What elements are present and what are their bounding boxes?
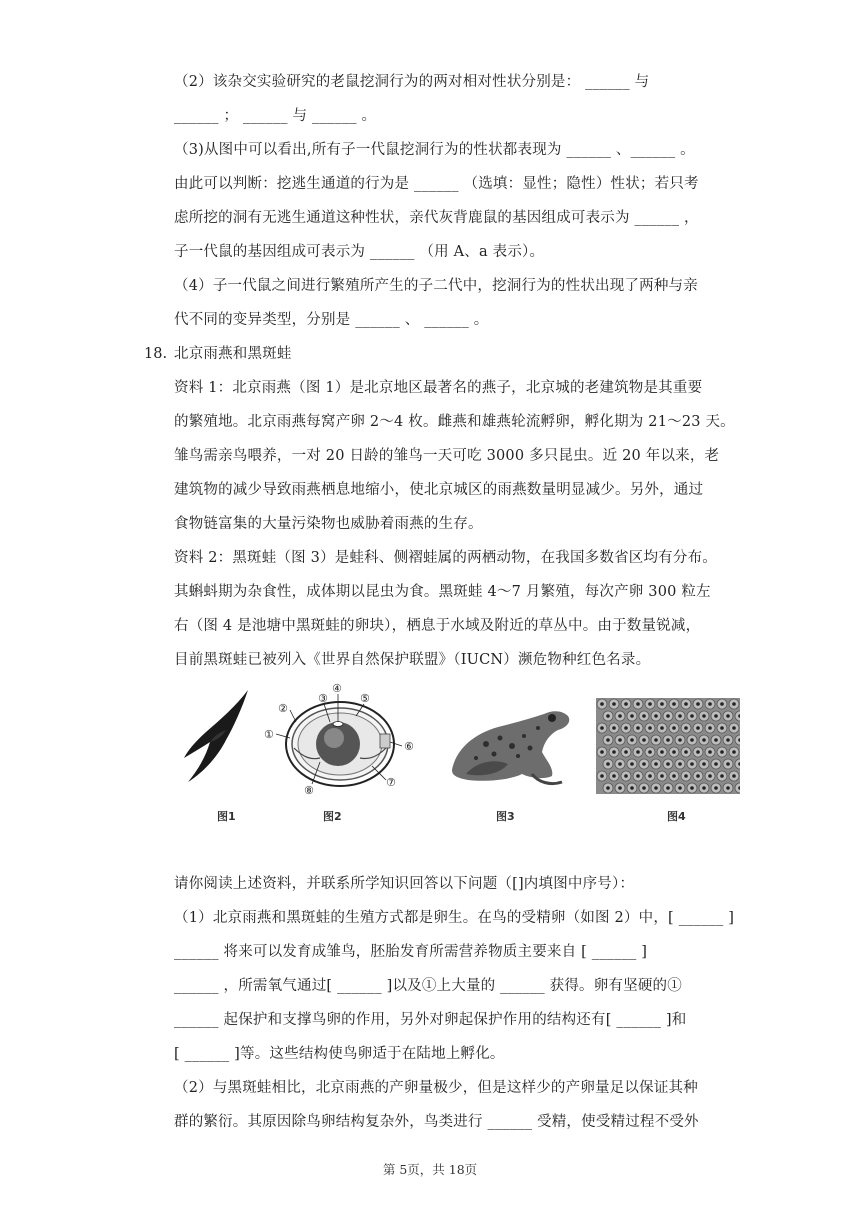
material1-line-2: 的繁殖地。北京雨燕每窝产卵 2～4 枚。雌燕和雄燕轮流孵卵，孵化期为 21～23 天。 bbox=[174, 414, 735, 430]
q3-line-2: 由此可以判断：挖逃生通道的行为是 ______ （选填：显性；隐性）性状；若只考 bbox=[174, 176, 699, 192]
q2b-line-2: 群的繁衍。其原因除鸟卵结构复杂外，鸟类进行 ______ 受精，使受精过程不受外 bbox=[174, 1114, 699, 1130]
egg-label-6: ⑥ bbox=[404, 740, 414, 753]
egg-label-4: ④ bbox=[332, 682, 342, 695]
material2-line-2: 其蝌蚪期为杂食性，成体期以昆虫为食。黑斑蛙 4～7 月繁殖，每次产卵 300 粒左 bbox=[174, 584, 711, 600]
egg-label-3: ③ bbox=[318, 692, 328, 705]
figure-4-label: 图4 bbox=[667, 810, 686, 823]
page-footer: 第 5页，共 18页 bbox=[382, 1162, 478, 1177]
figure-row bbox=[180, 676, 740, 826]
material2-line-1: 资料 2：黑斑蛙（图 3）是蛙科、侧褶蛙属的两栖动物，在我国多数省区均有分布。 bbox=[174, 550, 717, 566]
material2-line-4: 目前黑斑蛙已被列入《世界自然保护联盟》（IUCN）濒危物种红色名录。 bbox=[174, 652, 651, 668]
figure-3-label: 图3 bbox=[496, 810, 515, 823]
q1-line-3: ______ ，所需氧气通过[ ______ ]以及①上大量的 ______ 获得。卵有坚硬的① bbox=[174, 978, 682, 994]
q4-line-2: 代不同的变异类型，分别是 ______ 、 ______ 。 bbox=[174, 312, 489, 328]
q3-line-3: 虑所挖的洞有无逃生通道这种性状，亲代灰背鹿鼠的基因组成可表示为 ______ ， bbox=[174, 210, 699, 226]
egg-label-5: ⑤ bbox=[360, 692, 370, 705]
egg-diagram bbox=[264, 678, 424, 796]
question-title: 北京雨燕和黑斑蛙 bbox=[174, 346, 292, 362]
egg-label-1: ① bbox=[264, 728, 274, 741]
q1-line-1: （1）北京雨燕和黑斑蛙的生殖方式都是卵生。在鸟的受精卵（如图 2）中，[ ______ ] bbox=[174, 910, 735, 926]
instruction-line: 请你阅读上述资料，并联系所学知识回答以下问题（[]内填图中序号）： bbox=[174, 876, 635, 892]
egg-label-8: ⑧ bbox=[304, 784, 314, 796]
q1-line-4: ______ 起保护和支撑鸟卵的作用，另外对卵起保护作用的结构还有[ ______ ]和 bbox=[174, 1012, 687, 1028]
swift-figure bbox=[180, 686, 260, 786]
material2-line-3: 右（图 4 是池塘中黑斑蛙的卵块），栖息于水域及附近的草丛中。由于数量锐减， bbox=[174, 618, 701, 634]
material1-line-1: 资料 1：北京雨燕（图 1）是北京地区最著名的燕子，北京城的老建筑物是其重要 bbox=[174, 380, 703, 396]
question-number: 18. bbox=[144, 346, 168, 362]
figure-2-label: 图2 bbox=[323, 810, 342, 823]
q1-line-5: [ ______ ]等。这些结构使鸟卵适于在陆地上孵化。 bbox=[174, 1046, 505, 1062]
egg-label-2: ② bbox=[278, 702, 288, 715]
material1-line-5: 食物链富集的大量污染物也威胁着雨燕的生存。 bbox=[174, 516, 483, 532]
material1-line-3: 雏鸟需亲鸟喂养，一对 20 日龄的雏鸟一天可吃 3000 多只昆虫。近 20 年以来，老 bbox=[174, 448, 720, 464]
q4-line-1: （4）子一代鼠之间进行繁殖所产生的子二代中，挖洞行为的性状出现了两种与亲 bbox=[174, 278, 698, 294]
q1-line-2: ______ 将来可以发育成雏鸟，胚胎发育所需营养物质主要来自 [ ______ ] bbox=[174, 944, 648, 960]
q2-line-2: ______ ； ______ 与 ______ 。 bbox=[174, 108, 377, 124]
frog-figure bbox=[446, 698, 576, 788]
q3-line-1: （3)从图中可以看出,所有子一代鼠挖洞行为的性状都表现为 ______ 、______ 。 bbox=[174, 142, 695, 158]
q2-line-1: （2）该杂交实验研究的老鼠挖洞行为的两对相对性状分别是： ______ 与 bbox=[174, 74, 650, 90]
egg-label-7: ⑦ bbox=[386, 776, 396, 789]
figure-1-label: 图1 bbox=[217, 810, 236, 823]
frog-eggs-figure bbox=[596, 698, 740, 794]
q3-line-4: 子一代鼠的基因组成可表示为 ______ （用 A、a 表示）。 bbox=[174, 244, 545, 260]
q2b-line-1: （2）与黑斑蛙相比，北京雨燕的产卵量极少，但是这样少的产卵量足以保证其种 bbox=[174, 1080, 698, 1096]
material1-line-4: 建筑物的减少导致雨燕栖息地缩小，使北京城区的雨燕数量明显减少。另外，通过 bbox=[174, 482, 704, 498]
